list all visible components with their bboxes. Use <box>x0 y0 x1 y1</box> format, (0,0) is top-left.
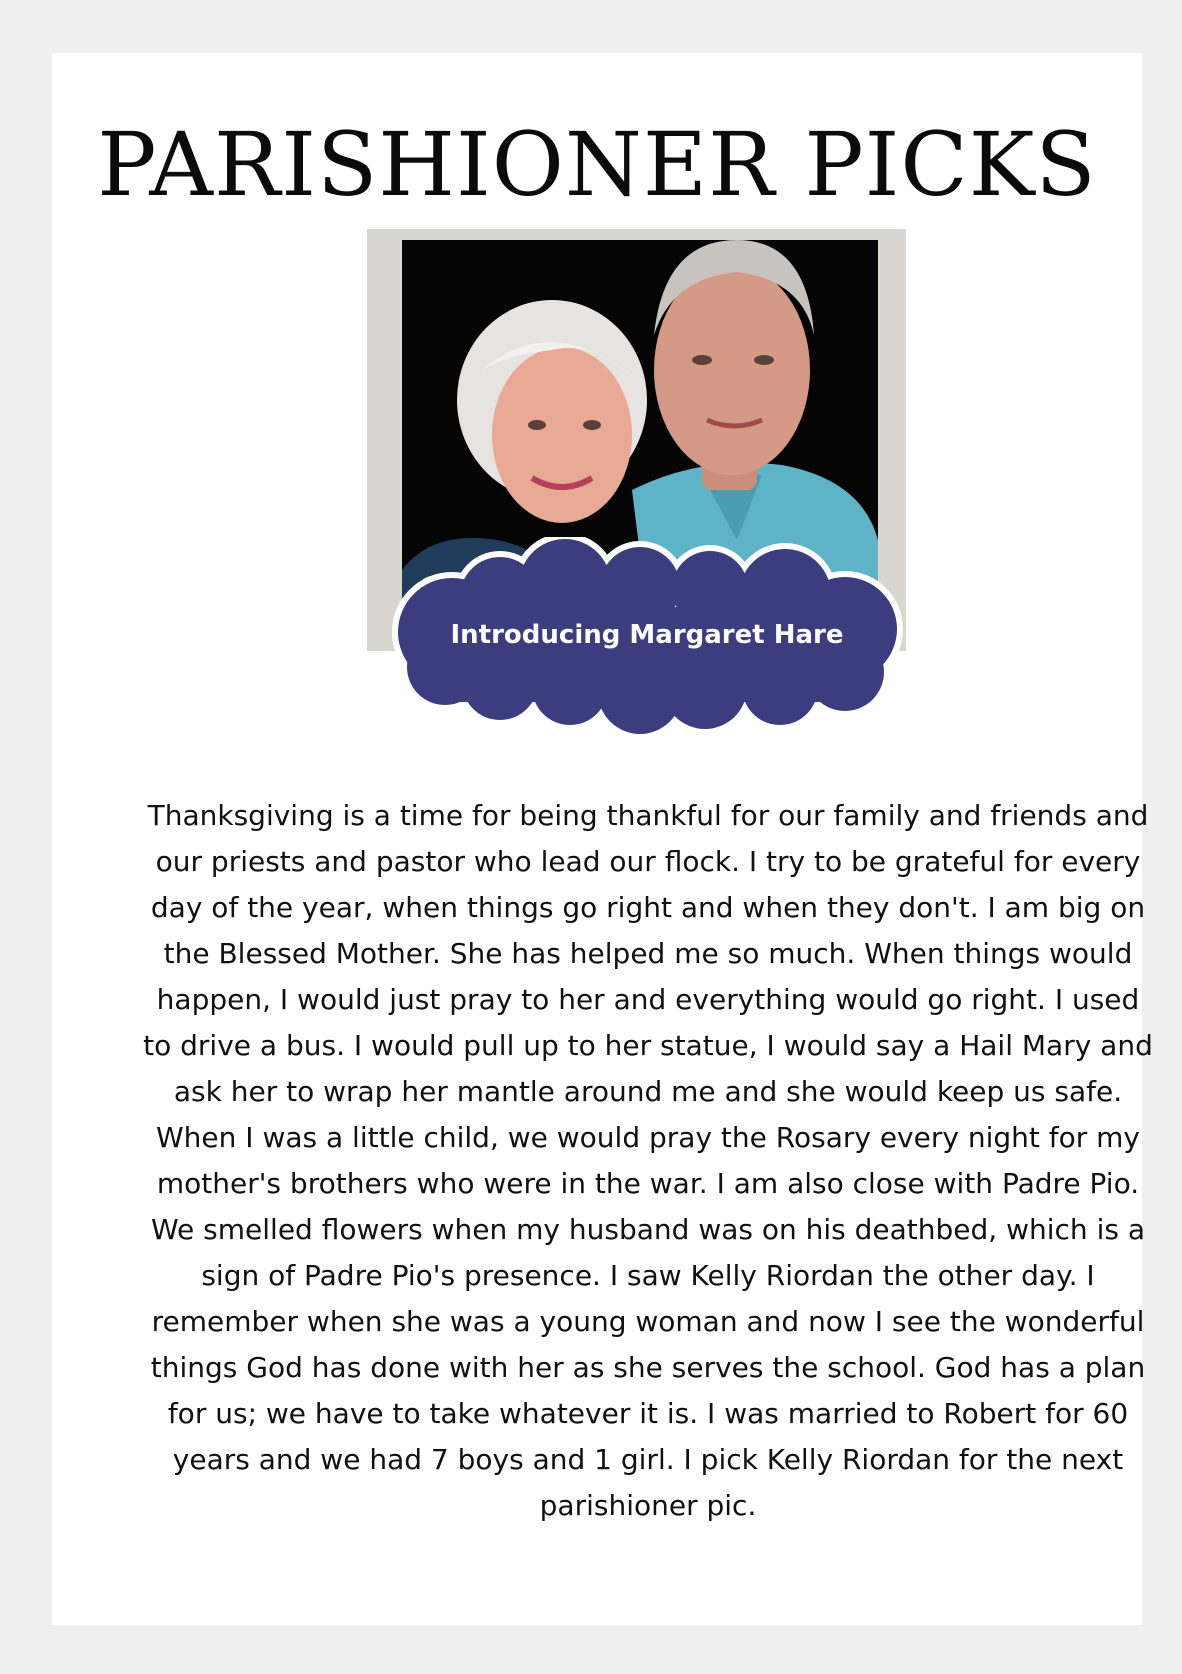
badge-label: Introducing Margaret Hare <box>450 620 844 650</box>
page-title: PARISHIONER PICKS <box>97 113 1097 216</box>
page-sheet <box>52 53 1153 1625</box>
name-badge <box>390 537 904 741</box>
body-paragraph: Thanksgiving is a time for being thankful for our family and friends and our priests and pastor who lead our flock. I try to be grateful for every day of the year, when things go right and when they don't. I am big on the Blessed Mother. She has helped me so much. When things would happen, I would just pray to her and everything would go right. I used to drive a bus. I would pull up to her statue, I would say a Hail Mary and ask her to wrap her mantle around me and she would keep us safe. When I was a little child, we would pray the Rosary every night for my mother's brothers who were in the war. I am also close with Padre Pio. We smelled flowers when my husband was on his deathbed, which is a sign of Padre Pio's presence. I saw Kelly Riordan the other day. I remember when she was a young woman and now I see the wonderful things God has done with her as she serves the school. God has a plan for us; we have to take whatever it is. I was married to Robert for 60 years and we had 7 boys and 1 girl. I pick Kelly Riordan for the next parishioner pic. <box>143 799 1153 1522</box>
